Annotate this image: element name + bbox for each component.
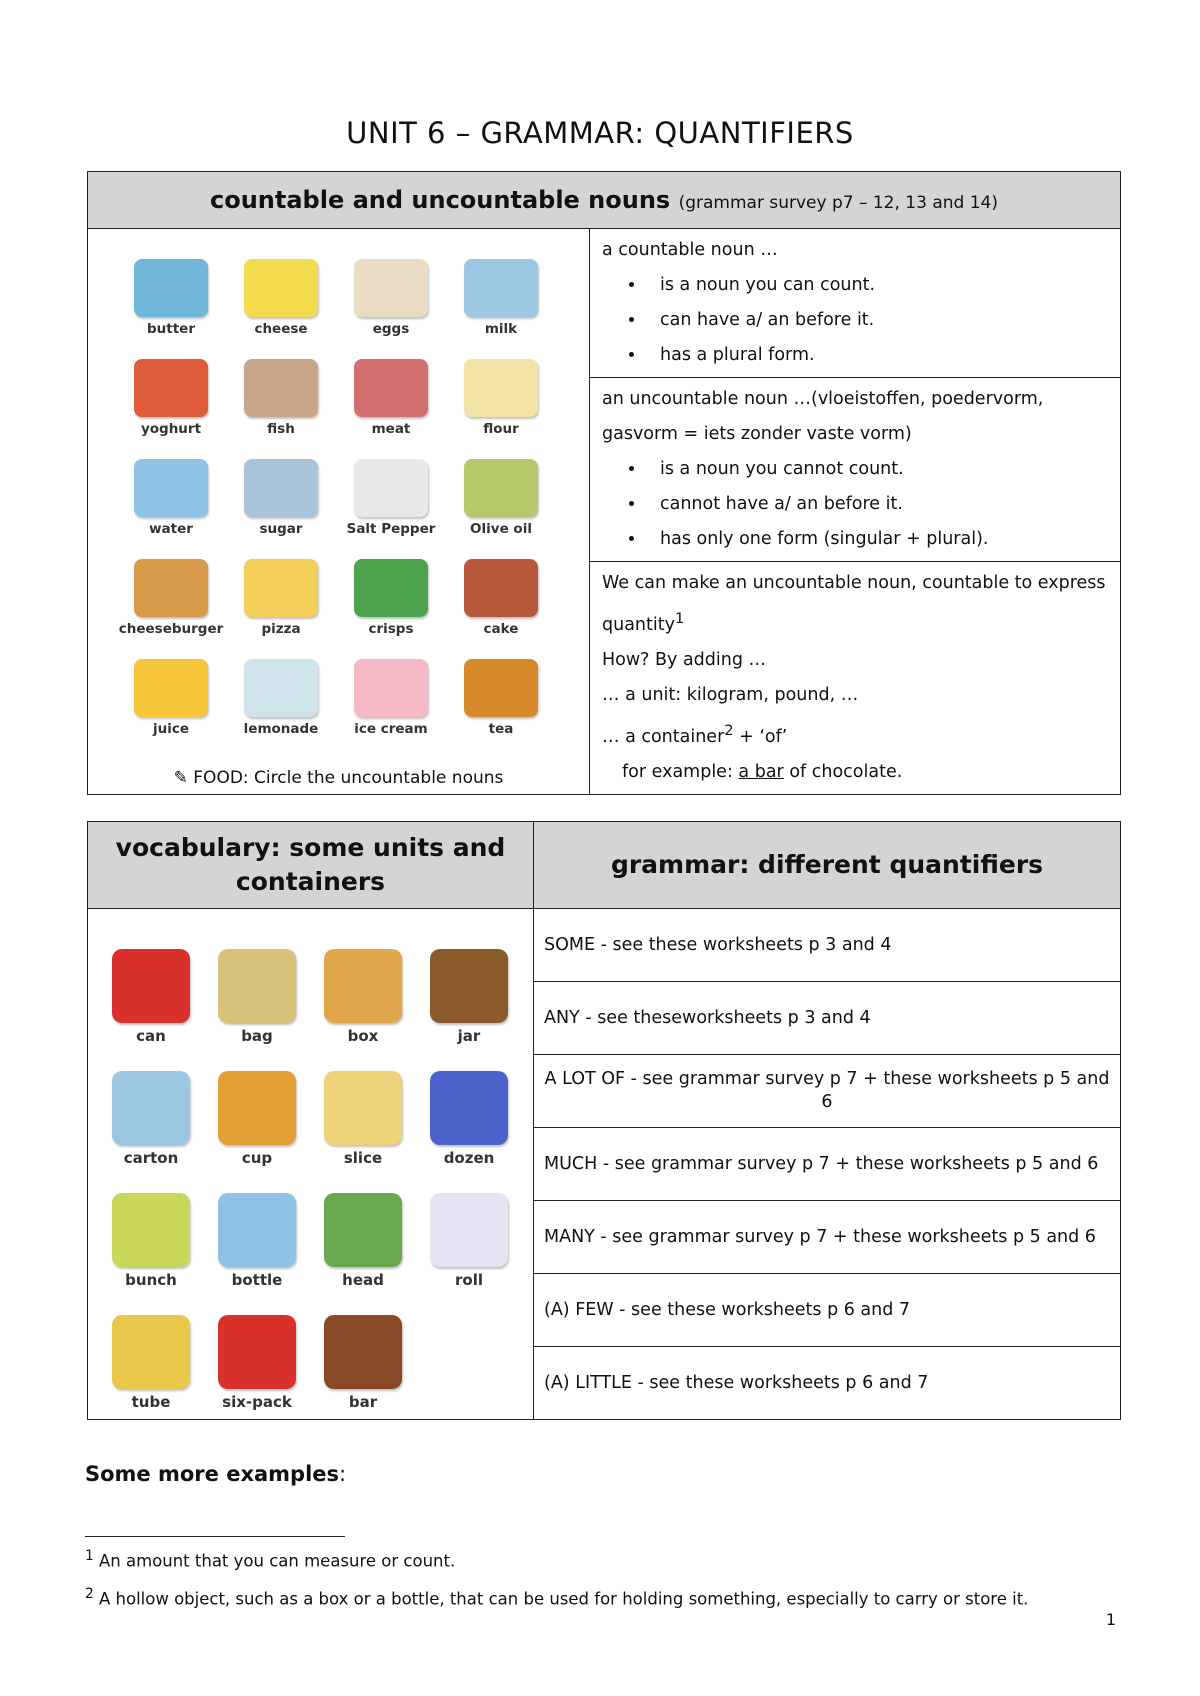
unit-label: bar (348, 1393, 378, 1411)
quantifier-little: (A) LITTLE - see these worksheets p 6 and 7 (534, 1347, 1121, 1420)
unit-label: bunch (125, 1271, 177, 1289)
footnote-2: $^2$ A hollow object, such as a box or a bottle, that can be used for holding something, especially to carry or store it. (85, 1586, 1029, 1609)
food-picture (354, 559, 428, 617)
unit-picture (218, 1071, 296, 1145)
food-label: pizza (261, 621, 301, 637)
food-label: juice (152, 721, 190, 737)
quantifier-many: MANY - see grammar survey p 7 + these worksheets p 5 and 6 (534, 1201, 1121, 1274)
food-label: crisps (368, 621, 414, 637)
food-item (446, 337, 556, 437)
units-picture-panel (88, 909, 534, 1420)
unit-item (310, 923, 416, 1045)
more-examples-heading: Some more examples: (85, 1462, 347, 1486)
food-item (116, 537, 226, 637)
unit-label: six-pack (222, 1393, 292, 1411)
food-label: Olive oil (470, 521, 532, 537)
nouns-table (87, 171, 1121, 795)
food-label: meat (371, 421, 411, 437)
food-picture (354, 259, 428, 317)
unit-label: dozen (443, 1149, 495, 1167)
footnote-1: $^1$ An amount that you can measure or count. (85, 1548, 456, 1571)
food-item (446, 537, 556, 637)
quantifier-few: (A) FEW - see these worksheets p 6 and 7 (534, 1274, 1121, 1347)
footnote-divider (85, 1536, 345, 1537)
food-item (116, 237, 226, 337)
countable-intro: a countable noun … (602, 240, 778, 260)
unit-item (416, 923, 522, 1045)
food-item (446, 437, 556, 537)
food-picture (244, 459, 318, 517)
food-picture (134, 559, 208, 617)
uncountable-bullet: • has only one form (singular + plural). (646, 522, 1108, 557)
food-item (116, 337, 226, 437)
unit-item (204, 1289, 310, 1411)
page-number: 1 (1105, 1610, 1116, 1629)
unit-label: jar (457, 1027, 481, 1045)
food-grid (116, 237, 556, 737)
unit-picture (112, 1315, 190, 1389)
units-grid (98, 923, 523, 1411)
unit-label: tube (131, 1393, 171, 1411)
food-item (226, 637, 336, 737)
nouns-header-ref: (grammar survey p7 – 12, 13 and 14) (678, 193, 998, 213)
unit-picture (218, 1315, 296, 1389)
unit-picture (430, 949, 508, 1023)
page-title: UNIT 6 – GRAMMAR: QUANTIFIERS (346, 116, 854, 150)
unit-item (310, 1289, 416, 1411)
make-countable-example: for example: a bar of chocolate. (622, 761, 903, 782)
food-picture (354, 459, 428, 517)
unit-picture (324, 949, 402, 1023)
food-item (116, 437, 226, 537)
food-item (446, 237, 556, 337)
unit-item (98, 1045, 204, 1167)
unit-label: roll (455, 1271, 483, 1289)
unit-picture (430, 1071, 508, 1145)
food-picture (244, 359, 318, 417)
uncountable-bullet: • cannot have a/ an before it. (646, 487, 1108, 522)
food-item (226, 437, 336, 537)
food-label: flour (483, 421, 519, 437)
food-picture (464, 359, 538, 417)
unit-label: head (342, 1271, 384, 1289)
food-picture (134, 459, 208, 517)
food-item (226, 537, 336, 637)
food-label: Salt Pepper (346, 521, 436, 537)
food-label: eggs (372, 321, 410, 337)
unit-picture (430, 1193, 508, 1267)
quantifier-much: MUCH - see grammar survey p 7 + these worksheets p 5 and 6 (534, 1128, 1121, 1201)
food-label: cake (483, 621, 519, 637)
food-label: butter (147, 321, 195, 337)
make-countable-line2: How? By adding … (602, 649, 767, 670)
countable-definition (590, 229, 1121, 378)
unit-item (416, 1045, 522, 1167)
quantifier-some: SOME - see these worksheets p 3 and 4 (534, 909, 1121, 982)
unit-item (204, 1167, 310, 1289)
countable-bullet: • is a noun you can count. (646, 268, 1108, 303)
uncountable-intro: an uncountable noun …(vloeistoffen, poedervorm, gasvorm = iets zonder vaste vorm) (602, 389, 1044, 444)
uncountable-bullet: • is a noun you cannot count. (646, 452, 1108, 487)
quantifiers-table (87, 821, 1121, 1420)
unit-item (98, 1289, 204, 1411)
unit-picture (324, 1315, 402, 1389)
unit-picture (218, 1193, 296, 1267)
food-item (226, 237, 336, 337)
food-item (336, 437, 446, 537)
nouns-header-title: countable and uncountable nouns (210, 186, 671, 214)
food-label: yoghurt (140, 421, 202, 437)
unit-picture (324, 1193, 402, 1267)
unit-label: box (347, 1027, 379, 1045)
food-picture (464, 259, 538, 317)
food-caption (88, 768, 589, 788)
food-picture (354, 359, 428, 417)
food-picture (464, 559, 538, 617)
uncountable-definition (590, 378, 1121, 562)
food-label: lemonade (243, 721, 319, 737)
food-picture (134, 259, 208, 317)
food-label: cheese (254, 321, 308, 337)
unit-picture (112, 949, 190, 1023)
food-caption-text: FOOD: Circle the uncountable nouns (193, 767, 504, 788)
unit-picture (218, 949, 296, 1023)
food-label: ice cream (354, 721, 428, 737)
vocab-header: vocabulary: some units and containers (88, 822, 534, 909)
food-label: fish (267, 421, 295, 437)
unit-item (204, 1045, 310, 1167)
countable-bullet: • can have a/ an before it. (646, 303, 1108, 338)
make-countable-note (590, 562, 1121, 795)
quantifier-any: ANY - see theseworksheets p 3 and 4 (534, 982, 1121, 1055)
unit-item (310, 1045, 416, 1167)
unit-label: bag (241, 1027, 273, 1045)
food-picture (244, 559, 318, 617)
food-label: cheeseburger (118, 621, 224, 637)
food-item (336, 537, 446, 637)
unit-item (98, 1167, 204, 1289)
food-picture-panel (88, 229, 590, 795)
food-item (116, 637, 226, 737)
nouns-header (88, 172, 1121, 229)
unit-item (204, 923, 310, 1045)
pencil-icon: ✎ (173, 767, 188, 788)
unit-picture (324, 1071, 402, 1145)
food-picture (244, 259, 318, 317)
food-picture (134, 659, 208, 717)
make-countable-line1: We can make an uncountable noun, countable to express quantity$^1$ (602, 573, 1106, 635)
food-picture (464, 459, 538, 517)
unit-item (98, 923, 204, 1045)
unit-picture (112, 1193, 190, 1267)
food-item (446, 637, 556, 737)
unit-label: slice (343, 1149, 383, 1167)
food-picture (134, 359, 208, 417)
unit-label: bottle (231, 1271, 283, 1289)
unit-picture (112, 1071, 190, 1145)
food-item (336, 337, 446, 437)
make-countable-line3: … a unit: kilogram, pound, … (602, 684, 859, 705)
grammar-header: grammar: different quantifiers (534, 822, 1121, 909)
unit-label: cup (241, 1149, 273, 1167)
food-item (336, 637, 446, 737)
unit-label: can (136, 1027, 166, 1045)
unit-label: carton (123, 1149, 179, 1167)
unit-item (416, 1167, 522, 1289)
countable-bullet: • has a plural form. (646, 338, 1108, 373)
unit-item (310, 1167, 416, 1289)
quantifier-a-lot-of: A LOT OF - see grammar survey p 7 + these worksheets p 5 and 6 (534, 1055, 1121, 1128)
food-label: sugar (259, 521, 303, 537)
food-picture (354, 659, 428, 717)
food-picture (244, 659, 318, 717)
make-countable-line4: … a container$^2$ + ‘of’ (602, 721, 788, 747)
food-picture (464, 659, 538, 717)
food-label: tea (488, 721, 514, 737)
food-label: water (149, 521, 193, 537)
food-item (226, 337, 336, 437)
food-label: milk (484, 321, 518, 337)
food-item (336, 237, 446, 337)
